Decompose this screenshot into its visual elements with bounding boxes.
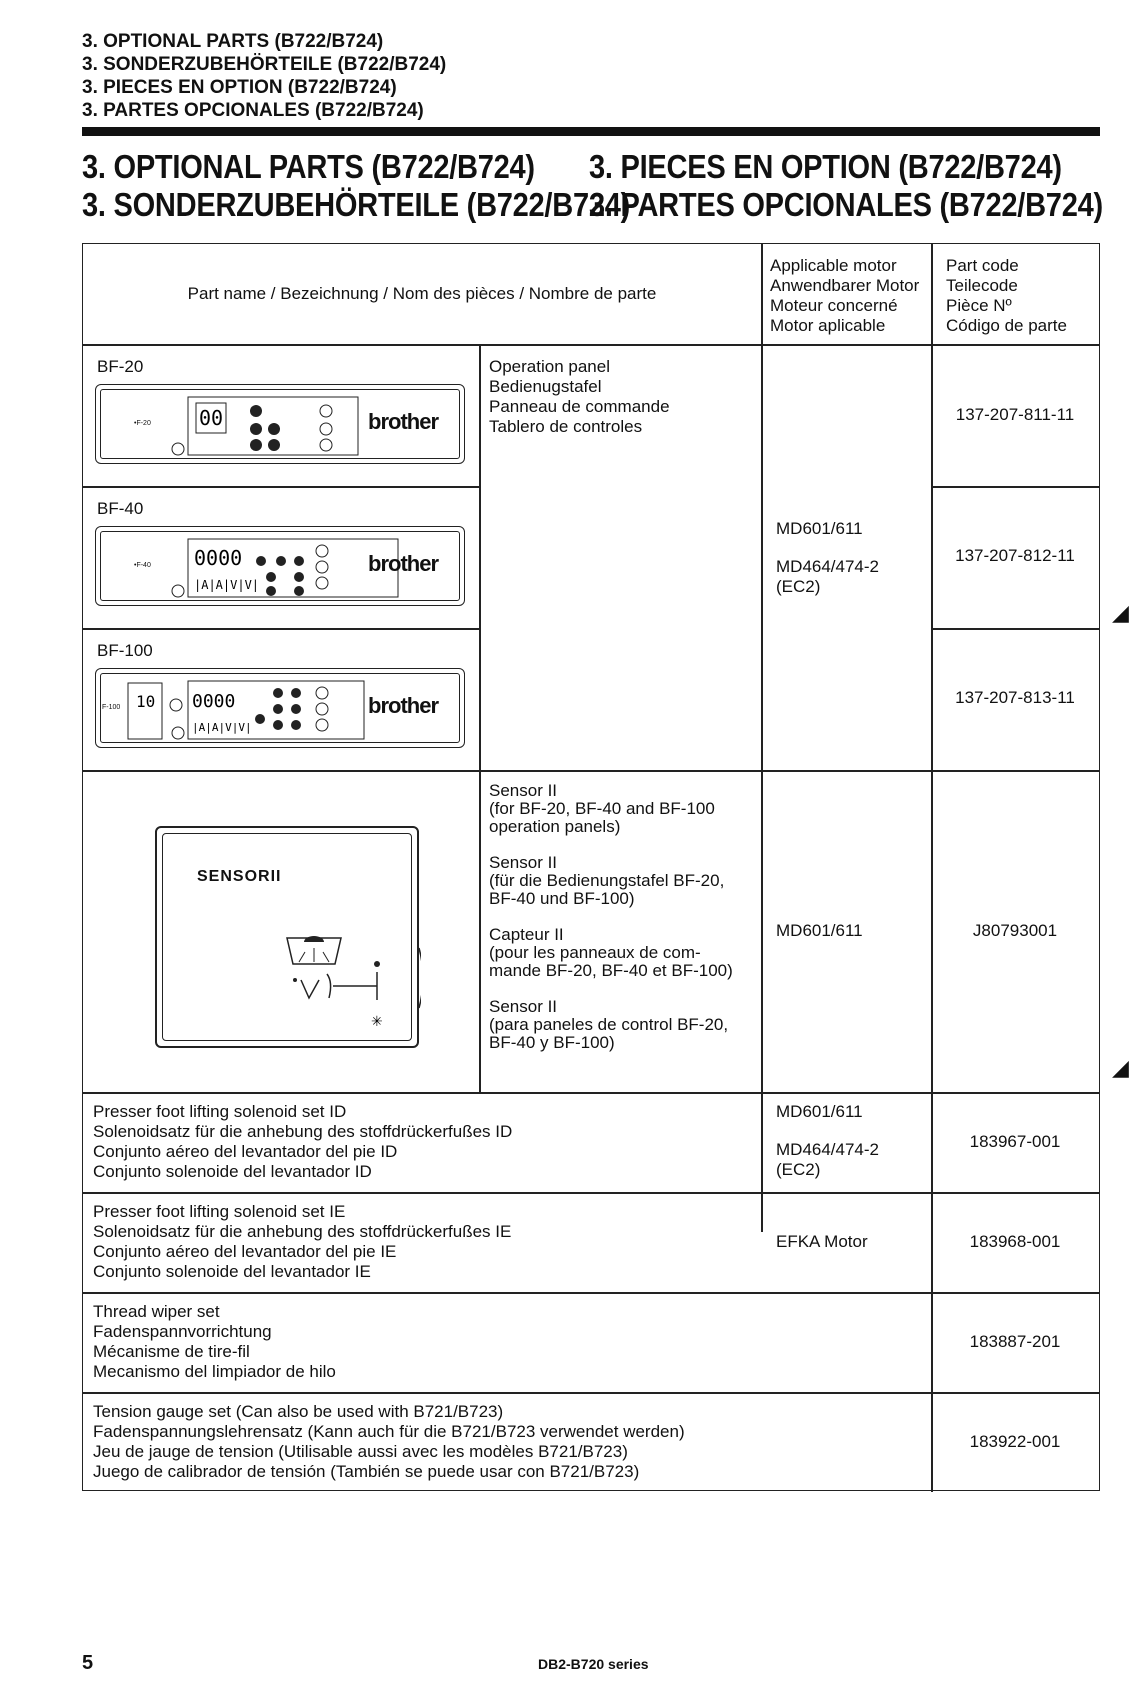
bf20-small-label: •F-20 [134,420,151,427]
tension-gauge-names: Tension gauge set (Can also be used with B721/B723) Fadenspannungslehrensatz (Kann auch für die B721/B723 verwendet werden) Jeu de jauge de tension (Utilisable aussi avec les modèles B721/B723) Juego de calibrador de tensión (También se puede usar con B721/B723) [93,1402,685,1481]
sensor-logo: SENSORII [197,868,282,885]
row-divider [83,1092,1099,1094]
thread-wiper-code: 183887-201 [969,1332,1061,1351]
margin-mark-icon: ◢ [1112,1055,1129,1080]
code-bf40: 137-207-812-11 [955,546,1075,565]
bf40-small-label: •F-40 [134,562,151,569]
row-divider [83,770,1099,772]
row-divider [83,344,1099,346]
svg-text:10: 10 [136,692,156,711]
svg-text:00: 00 [199,406,224,430]
solenoid-id-motor: MD601/611 MD464/474-2 (EC2) [776,1102,880,1179]
title-en: 3. OPTIONAL PARTS (B722/B724) [82,148,535,185]
svg-text:✳: ✳ [371,1013,383,1029]
sensor-symbol [157,828,421,1050]
brother-logo: brother [368,409,438,434]
panel-name-bf40: BF-40 [97,499,144,518]
header-line-es: 3. PARTES OPCIONALES (B722/B724) [82,100,424,121]
solenoid-ie-motor: EFKA Motor [776,1232,868,1251]
bf20-panel-drawing [95,384,465,464]
tension-gauge-code: 183922-001 [969,1432,1061,1451]
header-line-en: 3. OPTIONAL PARTS (B722/B724) [82,31,384,52]
sensor-motor: MD601/611 [776,921,863,940]
svg-text:0000: 0000 [194,546,243,570]
solenoid-id-code: 183967-001 [969,1132,1061,1151]
header-rule [82,127,1100,136]
bf40-panel-drawing [95,526,465,606]
row-divider [83,1292,1099,1294]
page-number: 5 [82,1652,94,1674]
col-header-code: Part code Teilecode Pièce Nº Código de parte [946,256,1067,335]
bf100-small-label: F-100 [102,704,121,711]
parts-table [82,243,1100,1491]
row-divider [83,486,479,488]
title-fr: 3. PIECES EN OPTION (B722/B724) [589,148,1062,185]
code-bf100: 137-207-813-11 [955,688,1075,707]
thread-wiper-names: Thread wiper set Fadenspannvorrichtung Mécanisme de tire-fil Mecanismo del limpiador de hilo [93,1302,336,1381]
brother-logo: brother [368,551,438,576]
sensor-description: Sensor II (for BF-20, BF-40 and BF-100 operation panels) Sensor II (für die Bedienungstafel BF-20, BF-40 und BF-100) Capteur II (pour les panneaux de com- mande BF-20, BF-40 et BF-100) Sensor II (para paneles de control BF-20, BF-40 y BF-100) [489,781,733,1052]
row-divider [931,628,1099,630]
svg-text:0000: 0000 [192,691,236,712]
col-divider-code [931,244,933,1492]
panel-name-bf20: BF-20 [97,357,144,376]
header-line-de: 3. SONDERZUBEHÖRTEILE (B722/B724) [82,54,447,75]
row-divider [83,1392,1099,1394]
sensor-drawing [155,826,419,1048]
panel-description: Operation panel Bedienugstafel Panneau de commande Tablero de controles [489,357,670,436]
svg-text:|A|A|V|V|: |A|A|V|V| [192,721,252,734]
col-header-motor: Applicable motor Anwendbarer Motor Moteur concerné Motor aplicable [770,256,920,335]
code-bf20: 137-207-811-11 [955,405,1075,424]
row-divider [83,628,479,630]
bf100-panel-drawing [95,668,465,748]
solenoid-id-names: Presser foot lifting solenoid set ID Solenoidsatz für die anhebung des stoffdrückerfußes ID Conjunto aéreo del levantador del pie ID Conjunto solenoide del levantador ID [93,1102,513,1181]
col-divider-motor [761,244,763,1232]
svg-text:|A|A|V|V|: |A|A|V|V| [194,578,260,592]
header-small-block [82,30,446,122]
col-header-part-name: Part name / Bezeichnung / Nom des pièces / Nombre de parte [187,284,657,303]
series-label: DB2-B720 series [538,1656,649,1672]
sensor-code: J80793001 [972,921,1058,940]
row-divider [931,486,1099,488]
title-es: 3. PARTES OPCIONALES (B722/B724) [589,186,1103,223]
header-line-fr: 3. PIECES EN OPTION (B722/B724) [82,77,397,98]
margin-mark-icon: ◢ [1112,600,1129,625]
panel-motor: MD601/611 MD464/474-2 (EC2) [776,519,880,596]
title-de: 3. SONDERZUBEHÖRTEILE (B722/B724) [82,186,631,223]
solenoid-ie-names: Presser foot lifting solenoid set IE Solenoidsatz für die anhebung des stoffdrückerfußes IE Conjunto aéreo del levantador del pie IE Conjunto solenoide del levantador IE [93,1202,512,1281]
brother-logo: brother [368,693,438,718]
solenoid-ie-code: 183968-001 [969,1232,1061,1251]
panel-name-bf100: BF-100 [97,641,153,660]
row-divider [83,1192,1099,1194]
col-divider-desc [479,344,481,1092]
